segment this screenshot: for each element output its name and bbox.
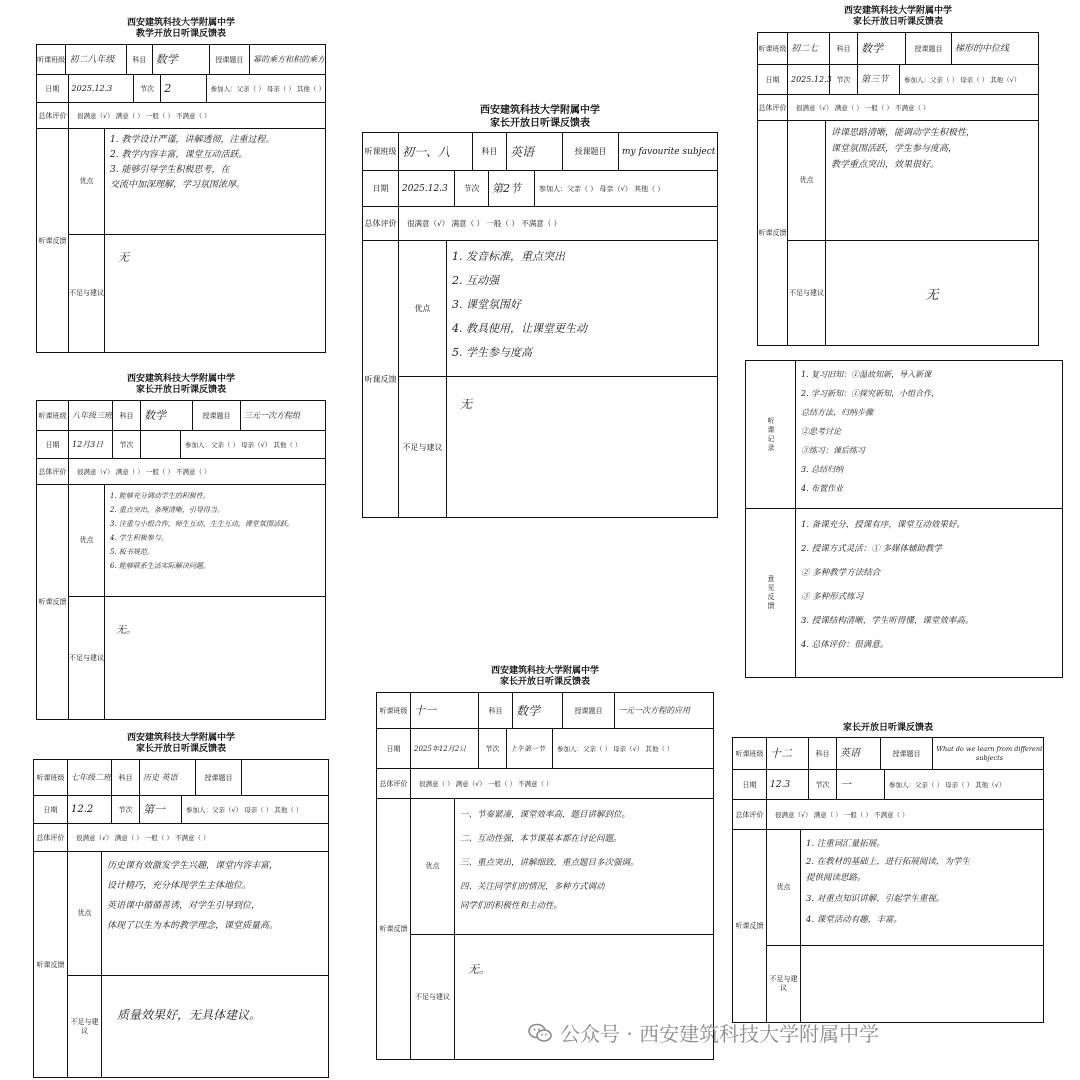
overall-eval: 很满意（√） 满意（ ） 一般（ ） 不满意（ ） xyxy=(407,218,562,228)
label-class: 听课班级 xyxy=(377,693,411,728)
label-suggestions: 不足与建议 xyxy=(69,235,105,352)
label-overall: 总体评价 xyxy=(34,824,68,851)
label-suggestions: 不足与建议 xyxy=(69,597,105,719)
merit-line: 2. 互动强 xyxy=(452,274,499,287)
opinion-line: 1. 备课充分，授课有序，课堂互动效果好。 xyxy=(801,520,965,530)
value-topic xyxy=(242,760,328,795)
merit-line: 5. 板书规范。 xyxy=(110,548,154,556)
label-date: 日期 xyxy=(37,431,69,458)
value-subject: 数学 xyxy=(858,33,906,64)
value-subject: 历史 英语 xyxy=(140,760,196,795)
label-feedback: 听课反馈 xyxy=(377,799,411,1059)
merit-line: 3. 注重与小组合作，师生互动，生生互动，课堂氛围活跃。 xyxy=(110,520,294,528)
merit-line: 3. 课堂氛围好 xyxy=(452,298,521,311)
merit-line: 2. 重点突出，条理清晰，引导得当。 xyxy=(110,506,224,514)
opinion-line: 2. 授课方式灵活：① 多媒体辅助教学 xyxy=(801,544,943,554)
label-period: 节次 xyxy=(830,65,858,94)
merit-line: 4. 学生积极参与。 xyxy=(110,534,168,542)
value-date: 2025年12月2日 xyxy=(411,729,479,768)
label-subject: 科目 xyxy=(809,738,837,769)
merit-line: 2. 在教材的基础上，进行拓展阅读，为学生 xyxy=(806,857,970,867)
label-suggestions: 不足与建议 xyxy=(399,377,447,517)
record-line: 3. 总结归纳 xyxy=(801,465,844,474)
label-topic: 授课题目 xyxy=(210,45,250,74)
label-merits: 优点 xyxy=(411,799,455,934)
merit-line: 设计精巧，充分体现学生主体地位。 xyxy=(107,881,252,891)
label-subject: 科目 xyxy=(113,401,141,430)
merit-line: 体现了以生为本的教学理念，课堂质量高。 xyxy=(107,921,279,931)
merit-line: 二、互动性强，本节课基本都在讨论问题。 xyxy=(460,834,622,844)
attendee: 参加人：父亲（ ） 母亲（√） 其他（ ） xyxy=(539,184,665,193)
overall-eval: 很满意（√） 满意（ ） 一般（ ） 不满意（ ） xyxy=(775,810,909,819)
label-topic: 授课题目 xyxy=(563,133,619,170)
value-date: 2025.12.3 xyxy=(399,171,455,206)
value-topic: 三元一次方程组 xyxy=(244,410,300,420)
label-subject: 科目 xyxy=(479,693,513,728)
suggestions-text: 无。 xyxy=(116,625,136,636)
wechat-icon xyxy=(528,1023,552,1043)
label-topic: 授课题目 xyxy=(193,401,241,430)
attendee: 参加人：父亲（√） 母亲（ ） 其他（ ） xyxy=(186,805,303,814)
label-overall: 总体评价 xyxy=(758,95,788,120)
value-subject: 英语 xyxy=(837,738,881,769)
merits-text xyxy=(801,830,1043,945)
value-topic: 梯形的中位线 xyxy=(955,43,1010,54)
record-line: 2. 学习新知：①探究新知，小组合作， xyxy=(801,389,940,398)
feedback-form-3 xyxy=(362,104,718,518)
merit-line: 历史课有效激发学生兴趣，课堂内容丰富， xyxy=(107,861,279,871)
label-class: 听课班级 xyxy=(758,33,788,64)
value-date: 12.3 xyxy=(767,770,809,799)
opinion-line: ③ 多种形式练习 xyxy=(801,592,864,602)
label-subject: 科目 xyxy=(473,133,507,170)
label-period: 节次 xyxy=(809,770,837,799)
label-overall: 总体评价 xyxy=(377,769,411,798)
merit-line: 1. 能够充分调动学生的积极性。 xyxy=(110,492,210,500)
value-date: 2025.12.3 xyxy=(788,65,830,94)
suggestions-text: 无 xyxy=(925,287,939,303)
value-period xyxy=(141,431,181,458)
label-topic: 授课题目 xyxy=(563,693,615,728)
merit-line: 1. 发音标准，重点突出 xyxy=(452,250,565,263)
label-suggestions: 不足与建议 xyxy=(68,976,102,1077)
feedback-form-8 xyxy=(732,723,1044,1023)
suggestions-text: 无。 xyxy=(468,963,490,976)
label-period: 节次 xyxy=(455,171,489,206)
value-class: 初二七 xyxy=(788,33,830,64)
value-period: 一 xyxy=(837,770,885,799)
label-date: 日期 xyxy=(733,770,767,799)
merit-line: 同学们的积极性和主动性。 xyxy=(460,901,563,911)
record-line: 总结方法，归纳步骤 xyxy=(801,408,873,417)
attendee: 参加人：父亲（ ） 母亲（ ） 其他（√） xyxy=(889,780,1006,789)
form-title-school: 西安建筑科技大学附属中学 xyxy=(126,733,235,743)
label-overall: 总体评价 xyxy=(37,459,69,484)
label-date: 日期 xyxy=(363,171,399,206)
feedback-form-4 xyxy=(36,374,326,720)
label-date: 日期 xyxy=(37,75,69,102)
record-line: 1. 复习旧知：①温故知新，导入新课 xyxy=(801,370,932,379)
label-period: 节次 xyxy=(113,431,141,458)
label-merits: 优点 xyxy=(69,485,105,596)
watermark xyxy=(528,1018,879,1047)
merit-line: 1. 注重词汇量拓展。 xyxy=(806,839,885,849)
attendee: 参加人：父亲（ ） 母亲（√） 其他（ ） xyxy=(185,440,302,449)
merit-line: 3. 能够引导学生积极思考，在 xyxy=(110,165,230,175)
value-subject: 数学 xyxy=(153,45,210,74)
value-class: 七年级二班 xyxy=(68,760,112,795)
value-class: 初一、八 xyxy=(399,133,473,170)
records-text xyxy=(796,361,1062,508)
label-feedback: 听课反馈 xyxy=(363,241,399,517)
merit-line: 课堂氛围活跃，学生参与度高， xyxy=(831,144,958,154)
label-class: 听课班级 xyxy=(34,760,68,795)
label-class: 听课班级 xyxy=(37,401,69,430)
value-date: 12月3日 xyxy=(69,431,113,458)
merit-line: 3. 对重点知识讲解，引起学生重视。 xyxy=(806,894,945,904)
label-period: 节次 xyxy=(479,729,507,768)
value-subject: 数学 xyxy=(141,401,193,430)
value-class: 十二 xyxy=(767,738,809,769)
merit-line: 2. 教学内容丰富，课堂互动活跃。 xyxy=(110,150,248,160)
label-merits: 优点 xyxy=(399,241,447,376)
label-feedback: 听课反馈 xyxy=(733,830,767,1022)
value-topic: What do we learn from different subjects xyxy=(936,744,1043,762)
suggestions-text: 质量效果好，无具体建议。 xyxy=(117,1008,262,1022)
label-suggestions: 不足与建议 xyxy=(767,946,801,1022)
label-merits: 优点 xyxy=(767,830,801,945)
form-title-type: 家长开放日听课反馈表 xyxy=(135,744,226,754)
value-date: 2025.12.3 xyxy=(69,75,134,102)
label-overall: 总体评价 xyxy=(37,103,69,128)
merit-line: 英语课中循循善诱，对学生引导到位， xyxy=(107,901,261,911)
feedback-form-5 xyxy=(745,360,1063,678)
overall-eval: 很满意（ ） 满意（√） 一般（ ） 不满意（ ） xyxy=(419,779,553,788)
label-class: 听课班级 xyxy=(363,133,399,170)
merit-line: 四、关注同学们的情况，多种方式调动 xyxy=(460,882,605,892)
suggestions-text: 无 xyxy=(118,251,129,264)
merits-text xyxy=(105,129,325,234)
value-topic: 幂的乘方和积的乘方 xyxy=(252,54,325,64)
overall-eval: 很满意（√） 满意（ ） 一般（ ） 不满意（ ） xyxy=(77,111,211,120)
value-subject: 英语 xyxy=(507,133,563,170)
value-class: 八年级三班 xyxy=(69,401,113,430)
attendee: 参加人：父亲（ ） 母亲（ ） 其他（√） xyxy=(904,75,1021,84)
merit-line: 三、重点突出，讲解细致，重点题目多次强调。 xyxy=(460,858,639,868)
merit-line: 5. 学生参与度高 xyxy=(452,346,532,359)
label-suggestions: 不足与建议 xyxy=(788,241,826,345)
form-title-type: 教学开放日听课反馈表 xyxy=(135,29,226,39)
label-period: 节次 xyxy=(134,75,162,102)
value-topic: my favourite subject xyxy=(622,146,716,157)
merits-text xyxy=(455,799,713,934)
value-topic: 一元一次方程的应用 xyxy=(618,705,690,715)
form-title-school: 西安建筑科技大学附属中学 xyxy=(490,666,599,676)
label-suggestions: 不足与建议 xyxy=(411,935,455,1059)
merits-text xyxy=(105,485,325,596)
merit-line: 教学重点突出，效果很好。 xyxy=(831,160,940,170)
value-period: 第一 xyxy=(140,796,182,823)
label-subject: 科目 xyxy=(127,45,153,74)
label-record: 听课记录 xyxy=(746,361,796,508)
feedback-form-2 xyxy=(757,6,1039,346)
record-line: ③练习：课后练习 xyxy=(801,446,865,455)
feedback-form-6 xyxy=(33,733,329,1078)
attendee: 参加人：父亲（ ） 母亲（ ） 其他（ ） xyxy=(210,84,325,93)
merit-line: 4. 教具使用，让课堂更生动 xyxy=(452,322,587,335)
value-class: 十一 xyxy=(411,693,479,728)
form-title-type: 家长开放日听课反馈表 xyxy=(499,677,590,687)
record-line: ②思考讨论 xyxy=(801,427,841,436)
value-period: 上午第一节 xyxy=(507,729,553,768)
opinion-line: ② 多种教学方法结合 xyxy=(801,568,881,578)
form-title-type: 家长开放日听课反馈表 xyxy=(490,118,590,129)
label-date: 日期 xyxy=(758,65,788,94)
form-title-school: 西安建筑科技大学附属中学 xyxy=(843,6,952,16)
label-subject: 科目 xyxy=(830,33,858,64)
label-topic: 授课题目 xyxy=(196,760,242,795)
opinion-line: 3. 授课结构清晰，学生听得懂，课堂效率高。 xyxy=(801,616,974,626)
label-class: 听课班级 xyxy=(37,45,66,74)
form-title-type: 家长开放日听课反馈表 xyxy=(852,17,943,27)
opinions-text xyxy=(796,509,1062,677)
form-title-school: 西安建筑科技大学附属中学 xyxy=(126,18,235,28)
label-date: 日期 xyxy=(34,796,68,823)
label-topic: 授课题目 xyxy=(881,738,933,769)
label-feedback: 听课反馈 xyxy=(758,121,788,345)
form-title-school: 西安建筑科技大学附属中学 xyxy=(126,374,235,384)
form-title-type: 家长开放日听课反馈表 xyxy=(842,723,933,733)
label-opinion: 意见反馈 xyxy=(746,509,796,677)
value-period: 第2节 xyxy=(489,171,535,206)
merit-line: 4. 课堂活动有趣，丰富。 xyxy=(806,915,902,925)
label-period: 节次 xyxy=(112,796,140,823)
merit-line: 6. 能够联系生活实际解决问题。 xyxy=(110,562,210,570)
label-merits: 优点 xyxy=(69,129,105,234)
attendee: 参加人：父亲（ ） 母亲（√） 其他（ ） xyxy=(557,744,674,753)
value-period: 第三节 xyxy=(858,65,900,94)
label-feedback: 听课反馈 xyxy=(34,852,68,1077)
form-title-school: 西安建筑科技大学附属中学 xyxy=(480,105,600,116)
label-overall: 总体评价 xyxy=(733,800,767,829)
opinion-line: 4. 总体评价：很满意。 xyxy=(801,640,889,650)
merits-text xyxy=(826,121,1038,240)
watermark-text: 公众号 · 西安建筑科技大学附属中学 xyxy=(560,1022,880,1046)
value-class: 初二八年级 xyxy=(66,45,127,74)
label-feedback: 听课反馈 xyxy=(37,485,69,719)
value-subject: 数学 xyxy=(513,693,563,728)
merit-line: 一、节奏紧凑，课堂效率高，题目讲解到位。 xyxy=(460,810,631,820)
merit-line: 交流中加深理解，学习氛围浓厚。 xyxy=(110,180,246,190)
label-merits: 优点 xyxy=(68,852,102,975)
merits-text xyxy=(447,241,717,376)
feedback-form-7 xyxy=(376,666,714,1060)
merits-text xyxy=(102,852,328,975)
label-date: 日期 xyxy=(377,729,411,768)
form-title-type: 家长开放日听课反馈表 xyxy=(135,385,226,395)
suggestions-text: 无 xyxy=(460,397,473,411)
merit-line: 讲课思路清晰，能调动学生积极性， xyxy=(831,128,976,138)
label-feedback: 听课反馈 xyxy=(37,129,69,352)
feedback-form-1 xyxy=(36,18,326,353)
record-line: 4. 布置作业 xyxy=(801,484,844,493)
value-period: 2 xyxy=(161,75,206,102)
merit-line: 1. 教学设计严谨，讲解透彻，注重过程。 xyxy=(110,135,275,145)
label-overall: 总体评价 xyxy=(363,207,399,240)
label-subject: 科目 xyxy=(112,760,140,795)
value-date: 12.2 xyxy=(68,796,112,823)
overall-eval: 很满意（√） 满意（ ） 一般（ ） 不满意（ ） xyxy=(796,103,930,112)
label-topic: 授课题目 xyxy=(906,33,952,64)
label-merits: 优点 xyxy=(788,121,826,240)
label-class: 听课班级 xyxy=(733,738,767,769)
overall-eval: 很满意（√） 满意（ ） 一般（ ） 不满意（ ） xyxy=(76,833,210,842)
merit-line: 提供阅读思路。 xyxy=(806,873,866,883)
overall-eval: 很满意（√） 满意（ ） 一般（ ） 不满意（ ） xyxy=(77,467,211,476)
